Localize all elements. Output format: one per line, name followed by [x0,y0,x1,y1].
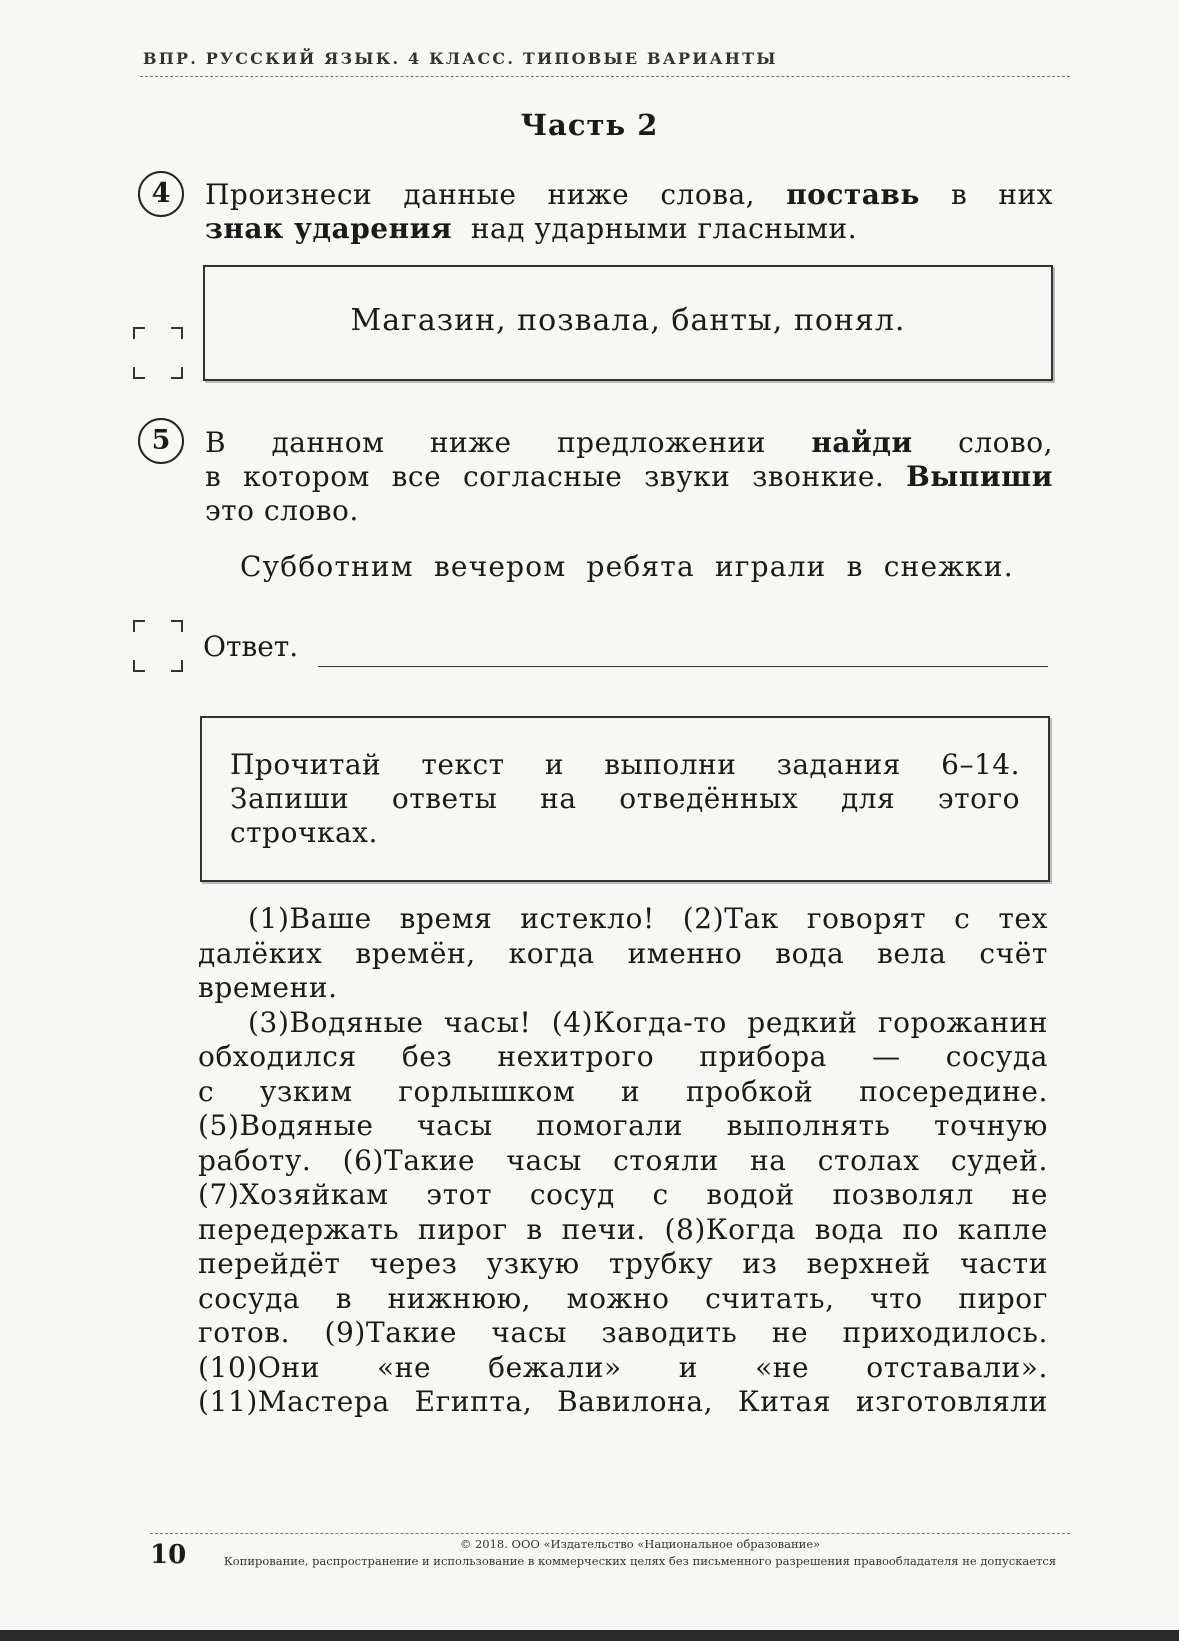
task-5-text-4: это слово. [205,494,359,527]
instruction-line-3: строчках. [230,816,378,849]
reading-line: передержать пирог в печи. (8)Когда вода по капле [198,1212,1048,1246]
reading-line: (7)Хозяйкам этот сосуд с водой позволял не [198,1178,1048,1211]
task-4-bold-1: поставь [786,178,920,211]
reading-line: (5)Водяные часы помогали выполнять точную [198,1109,1048,1142]
part-title: Часть 2 [520,108,659,142]
reading-line: работу. (6)Такие часы стояли на столах судей. [198,1143,1048,1177]
reading-line: (11)Мастера Египта, Вавилона, Китая изготовляли [198,1385,1048,1418]
task-5-sentence: Субботним вечером ребята играли в снежки. [240,550,1014,583]
reading-line: с узким горлышком и пробкой посередине. [198,1074,1048,1108]
task-4-number: 4 [138,171,184,217]
reading-line: готов. (9)Такие часы заводить не приходилось. [198,1316,1048,1349]
page-header: ВПР. РУССКИЙ ЯЗЫК. 4 КЛАСС. ТИПОВЫЕ ВАРИАНТЫ [143,49,778,68]
task-5-instruction [205,426,1053,528]
page-number: 10 [150,1540,187,1570]
task-4-text-2: в них [951,178,1054,211]
instruction-line-2: Запиши ответы на отведённых для этого [230,782,1020,815]
reading-instruction [230,748,1020,850]
reading-instruction-box [200,716,1050,882]
footer-divider [150,1533,1070,1534]
task-4-bold-2: знак ударения [205,212,453,245]
reading-line: перейдёт через узкую трубку из верхней части [198,1247,1048,1280]
reading-line: обходился без нехитрого прибора — сосуда [198,1040,1048,1073]
task-4-words-box [203,265,1053,381]
task-4-instruction [205,178,1053,246]
scan-edge [0,1630,1179,1641]
task-5-answer-label: Ответ. [203,630,299,663]
task-4-words: Магазин, позвала, банты, понял. [350,303,906,338]
reading-line: сосуда в нижнюю, можно считать, что пирог [198,1281,1048,1315]
instruction-line-1: Прочитай текст и выполни задания 6–14. [230,748,1020,781]
task-5-score-box [133,620,183,672]
reading-line: времени. [198,971,338,1004]
footer-copyright: © 2018. ООО «Издательство «Национальное образование» [459,1537,821,1551]
reading-line: далёких времён, когда именно вода вела счёт [198,936,1048,970]
task-5-bold-2: Выпиши [906,460,1053,493]
reading-line: (3)Водяные часы! (4)Когда-то редкий горожанин [248,1005,1048,1039]
task-5-line-1 [205,426,1053,460]
task-5-line-2 [205,460,1053,494]
task-5-text-1: В данном ниже предложении [205,426,766,459]
task-5-text-3: в котором все согласные звуки звонкие. [205,460,885,493]
reading-line: (1)Ваше время истекло! (2)Так говорят с тех [248,902,1048,935]
reading-line: (10)Они «не бежали» и «не отставали». [198,1350,1048,1384]
task-5-text-2: слово, [958,426,1053,459]
header-divider [140,76,1070,77]
task-5-number: 5 [138,418,184,464]
task-4-line-2 [205,212,1053,246]
task-4-line-1 [205,178,1053,212]
task-5-bold-1: найди [811,426,913,459]
footer-legal: Копирование, распространение и использование в коммерческих целях без письменного разрешения правообладателя не допускается [223,1554,1057,1568]
task-5-line-3 [205,494,1053,528]
task-4-text-3: над ударными гласными. [470,212,858,245]
task-4-text-1: Произнеси данные ниже слова, [205,178,756,211]
task-5-answer-field[interactable] [318,666,1048,667]
reading-text [198,902,1048,1420]
task-4-score-box [133,327,183,379]
